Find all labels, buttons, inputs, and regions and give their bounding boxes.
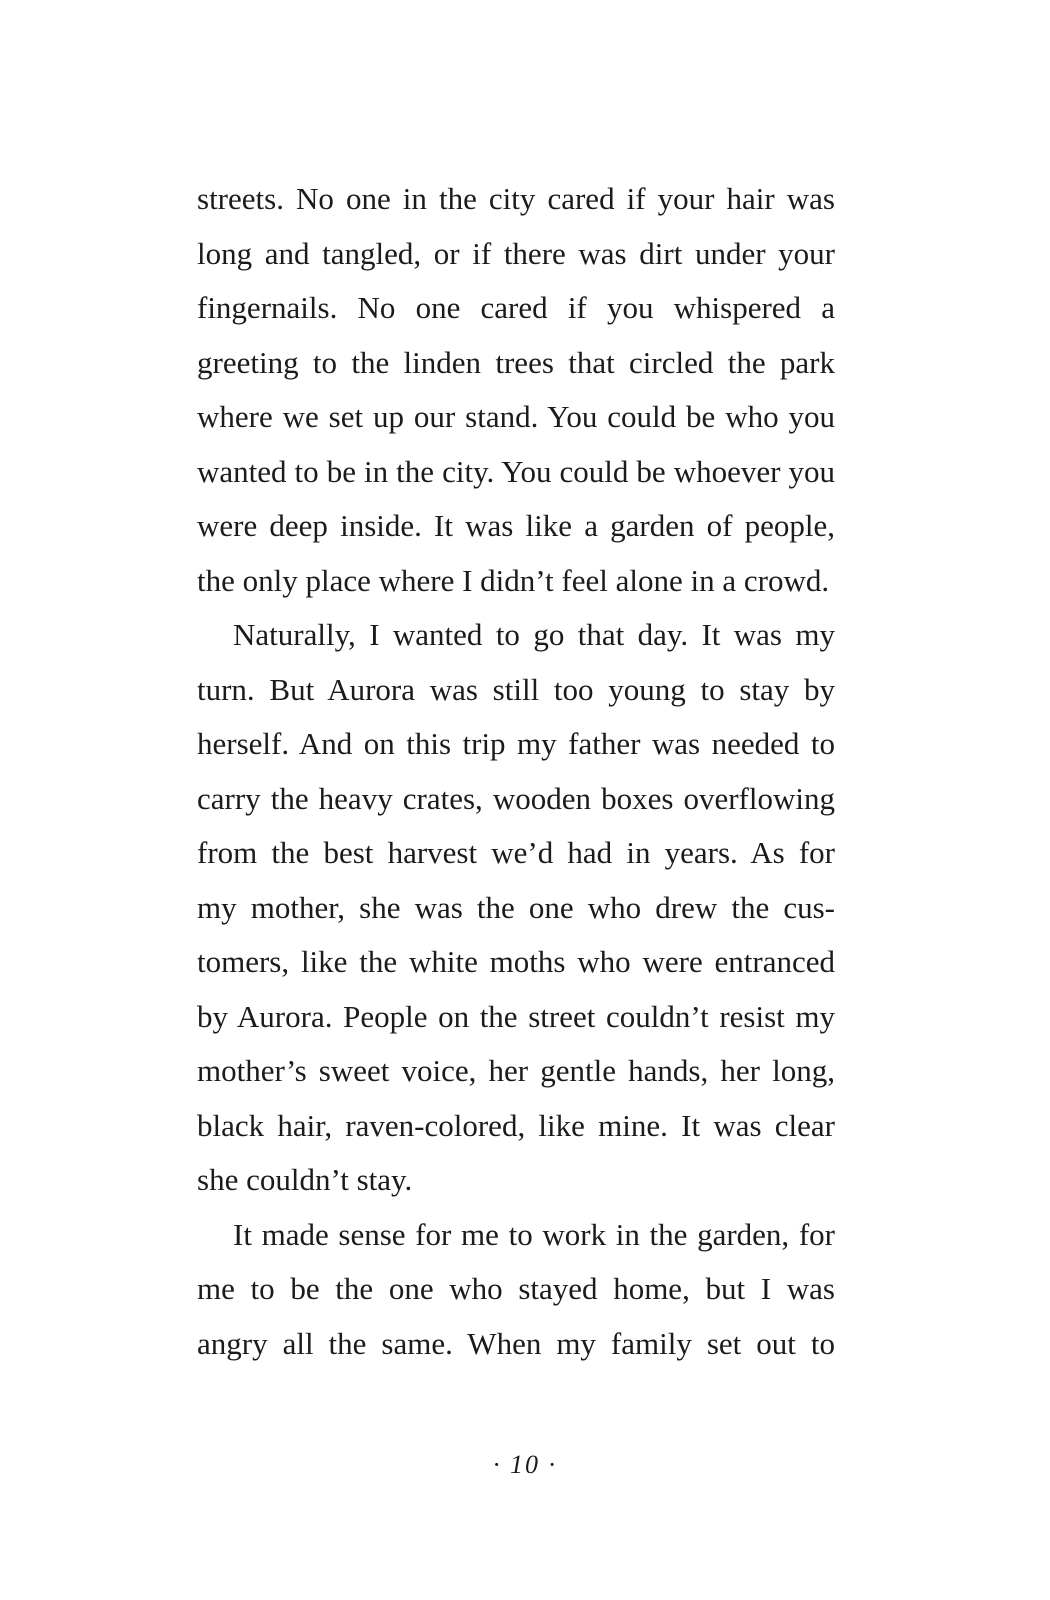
text-line: were deep inside. It was like a garden of people, xyxy=(197,508,835,543)
text-line: tomers, like the white moths who were entranced xyxy=(197,944,835,979)
text-line: my mother, she was the one who drew the cus- xyxy=(197,889,835,925)
text-line: black hair, raven-colored, like mine. It was clear xyxy=(197,1107,835,1143)
text-line: wanted to be in the city. You could be whoever you xyxy=(197,453,835,489)
text-line: she couldn’t stay. xyxy=(197,1162,413,1197)
text-line: angry all the same. When my family set out to xyxy=(197,1325,835,1361)
text-line: Naturally, I wanted to go that day. It was my xyxy=(233,617,835,652)
body-text xyxy=(197,172,835,1371)
text-line: carry the heavy crates, wooden boxes overflowing xyxy=(197,780,835,816)
text-line: It made sense for me to work in the garden, for xyxy=(233,1216,835,1252)
text-line: streets. No one in the city cared if your hair was xyxy=(197,181,835,216)
text-line: from the best harvest we’d had in years. As for xyxy=(197,835,835,870)
text-line: by Aurora. People on the street couldn’t resist my xyxy=(197,998,835,1034)
text-line: greeting to the linden trees that circled the park xyxy=(197,344,835,380)
text-line: mother’s sweet voice, her gentle hands, her long, xyxy=(197,1053,835,1088)
text-line: turn. But Aurora was still too young to stay by xyxy=(197,671,835,707)
text-line: herself. And on this trip my father was needed to xyxy=(197,726,835,761)
page-number: · 10 · xyxy=(493,1450,557,1479)
text-line: fingernails. No one cared if you whispered a xyxy=(197,290,835,325)
text-line: the only place where I didn’t feel alone in a crowd. xyxy=(197,562,830,598)
text-line: me to be the one who stayed home, but I was xyxy=(197,1271,835,1306)
text-line: where we set up our stand. You could be who you xyxy=(197,399,835,434)
text-line: long and tangled, or if there was dirt under your xyxy=(197,235,835,271)
